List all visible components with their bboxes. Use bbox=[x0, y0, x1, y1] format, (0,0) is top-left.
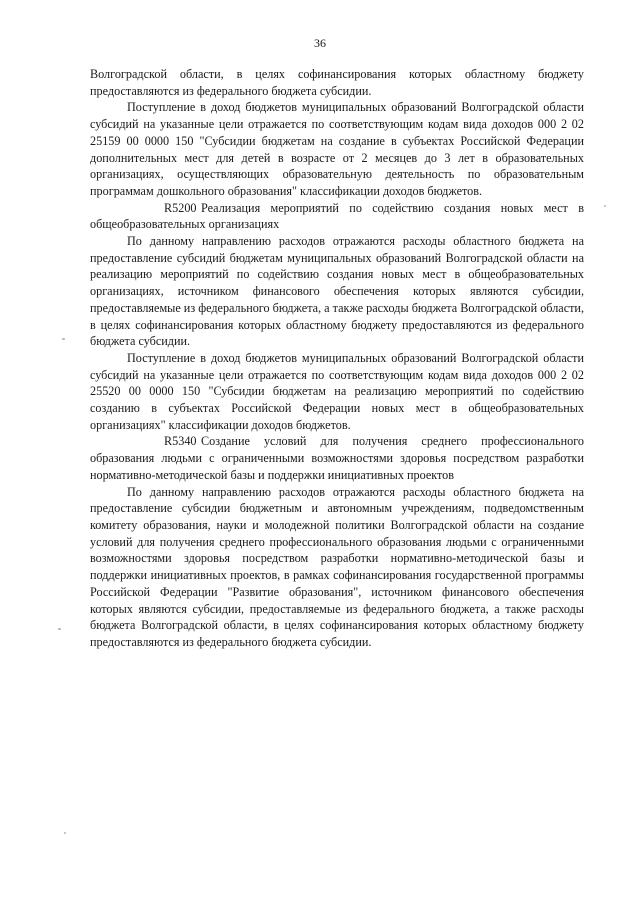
paragraph-continuation: Волгоградской области, в целях софинансирования которых областному бюджету предоставляются из федерального бюджета субсидии. bbox=[90, 67, 584, 98]
document-body bbox=[90, 66, 584, 651]
paragraph-revenue-25520: Поступление в доход бюджетов муниципальных образований Волгоградской области субсидий на указанные цели отражается по соответствующим кодам вида доходов 000 2 02 25520 00 0000 150 "Субсидии бюджетам на реализацию мероприятий по содействию созданию в субъектах Российской Федерации новых мест в общеобразовательных организациях" классификации доходов бюджетов. bbox=[90, 350, 584, 432]
section-title: Создание условий для получения среднего профессионального образования людьми с ограниченными возможностями здоровья посредством разработки нормативно-методической базы и поддержки инициативных проектов bbox=[90, 434, 584, 482]
section-heading-r5200 bbox=[90, 200, 584, 233]
section-heading-r5340 bbox=[90, 433, 584, 483]
section-code: R5340 bbox=[164, 434, 197, 449]
scan-speck bbox=[64, 832, 66, 834]
section-code: R5200 bbox=[164, 200, 197, 215]
section-title: Реализация мероприятий по содействию создания новых мест в общеобразовательных организациях bbox=[90, 200, 584, 232]
paragraph-expenses-r5200: По данному направлению расходов отражаются расходы областного бюджета на предоставление субсидий бюджетам муниципальных образований Волгоградской области на реализацию мероприятий по содействию создания новых мест в общеобразовательных организациях, источником финансового обеспечения которых являются субсидии, предоставляемые из федерального бюджета, а также расходы бюджета Волгоградской области, в целях софинансирования которых областному бюджету предоставляются из федерального бюджета субсидии. bbox=[90, 234, 585, 349]
scan-speck bbox=[58, 628, 61, 630]
scan-speck bbox=[62, 338, 65, 340]
paragraph-revenue-25159: Поступление в доход бюджетов муниципальных образований Волгоградской области субсидий на указанные цели отражается по соответствующим кодам вида доходов 000 2 02 25159 00 0000 150 "Субсидии бюджетам на создание в субъектах Российской Федерации дополнительных мест для детей в возрасте от 2 месяцев до 3 лет в образовательных организациях, осуществляющих образовательную деятельность по образовательным программам дошкольного образования" классификации доходов бюджетов. bbox=[90, 100, 584, 198]
scan-speck bbox=[604, 205, 606, 207]
paragraph-expenses-r5340: По данному направлению расходов отражаются расходы областного бюджета на предоставление субсидии бюджетным и автономным учреждениям, подведомственным комитету образования, науки и молодежной политики Волгоградской области на создание условий для получения среднего профессионального образования людьми с ограниченными возможностями здоровья посредством разработки нормативно-методической базы и поддержки инициативных проектов, в рамках софинансирования государственной программы Российской Федерации "Развитие образования", источником финансового обеспечения которых являются субсидии, предоставляемые из федерального бюджета, а также расходы бюджета Волгоградской области, в целях софинансирования которых областному бюджету предоставляются из федерального бюджета субсидии. bbox=[90, 484, 584, 649]
page-number: 36 bbox=[314, 36, 326, 50]
